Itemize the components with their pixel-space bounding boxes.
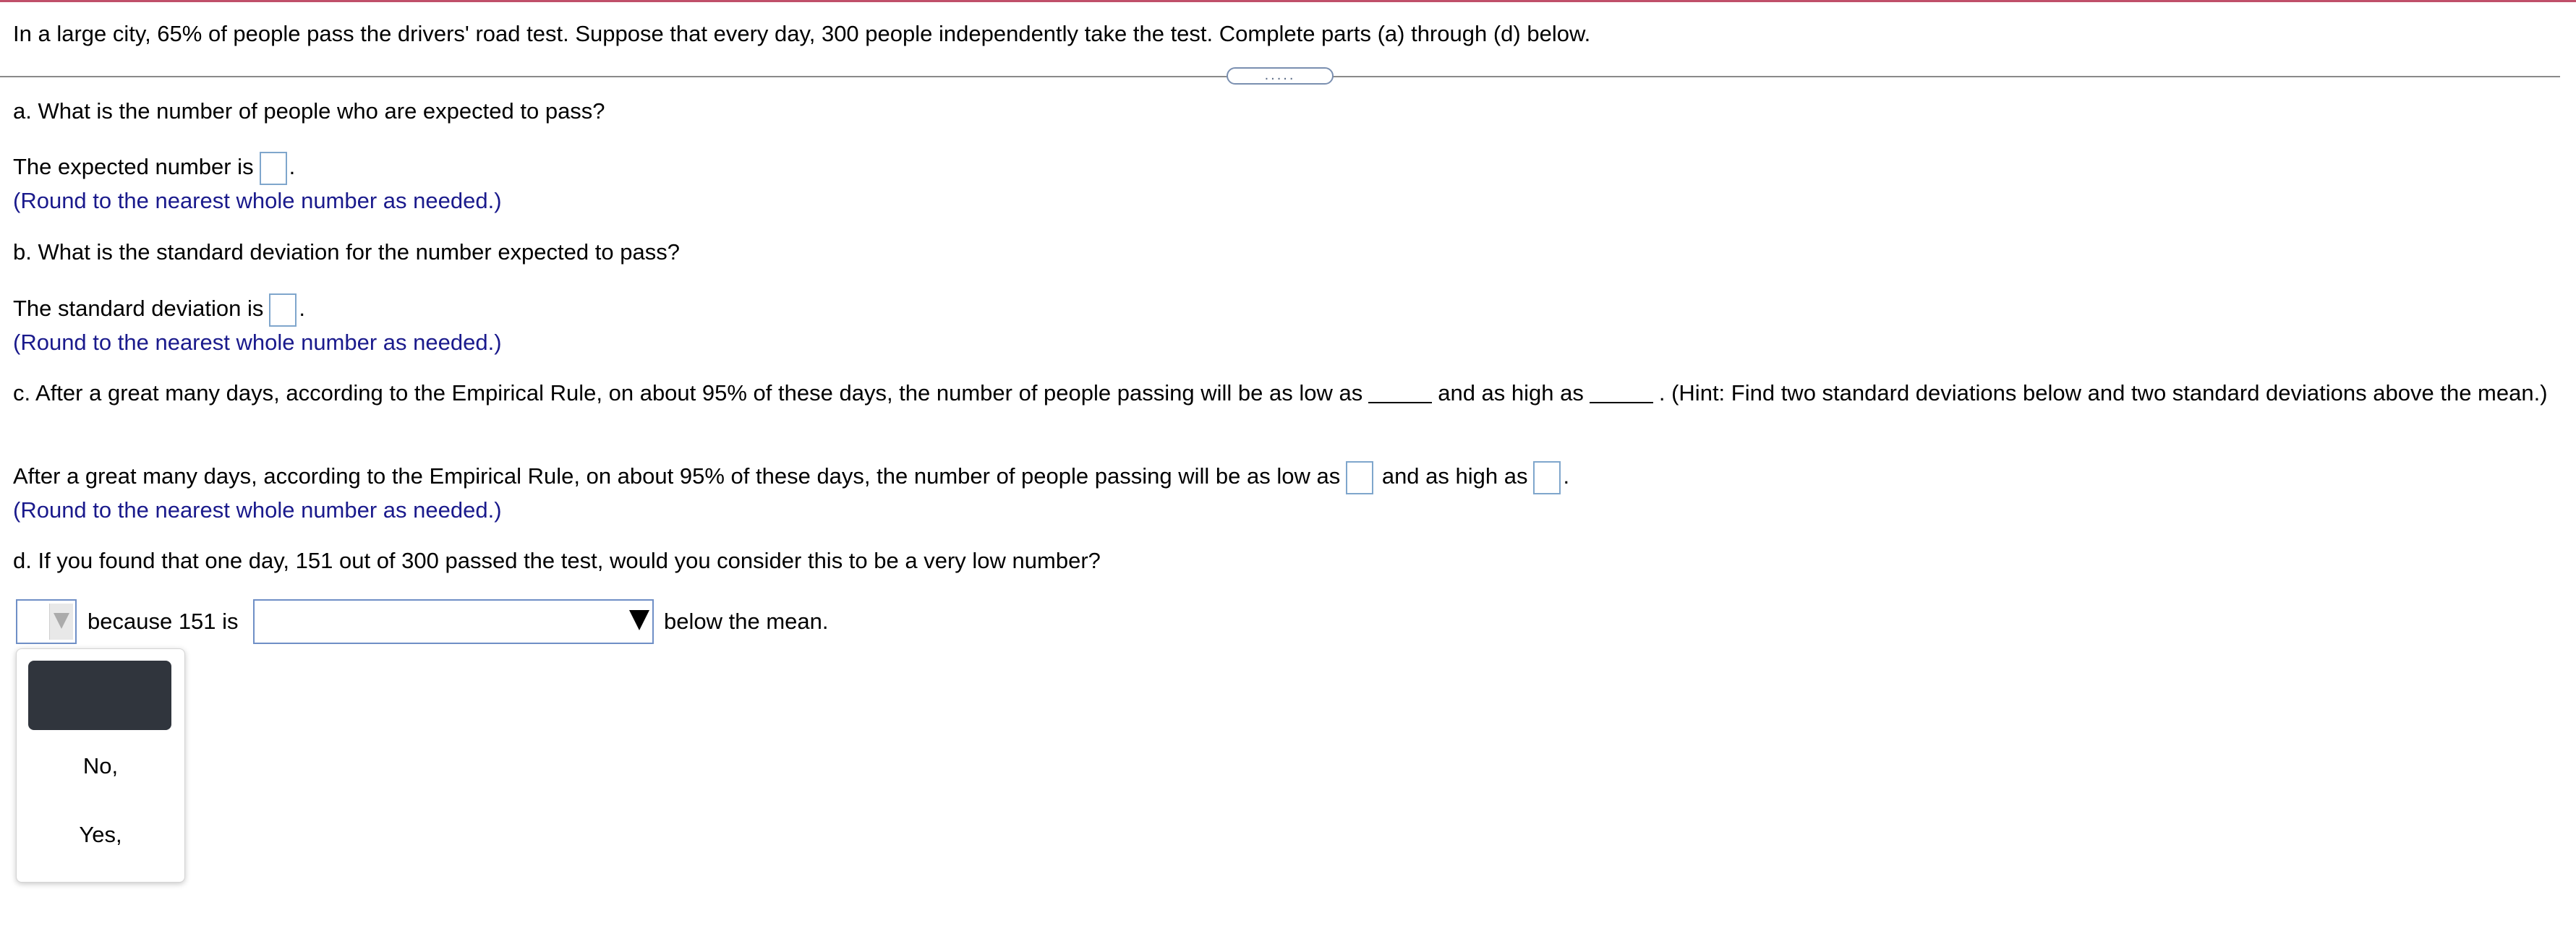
chevron-down-icon: [54, 613, 69, 629]
expected-number-input[interactable]: [260, 152, 287, 185]
part-c-question-start: c. After a great many days, according to the Empirical Rule, on about 95% of these days, the number of people passing will be as low as: [13, 380, 1363, 406]
dropdown-option-blank[interactable]: [28, 661, 171, 730]
part-c-answer-suffix: .: [1563, 463, 1570, 489]
part-a-answer-suffix: .: [289, 154, 296, 180]
standard-deviation-input[interactable]: [269, 293, 297, 327]
yes-no-dropdown-menu: [16, 648, 185, 883]
yes-no-select-arrow[interactable]: [49, 604, 73, 640]
low-value-input[interactable]: [1346, 461, 1373, 494]
part-a-round-hint: (Round to the nearest whole number as needed.): [13, 188, 502, 213]
part-c-question: [13, 379, 2559, 407]
part-c-question-end: . (Hint: Find two standard deviations below and two standard deviations above the mean.): [1658, 380, 2548, 406]
part-c-answer-start: After a great many days, according to the Empirical Rule, on about 95% of these days, the number of people passing will be as low as: [13, 463, 1341, 489]
expand-handle-button[interactable]: .....: [1227, 67, 1334, 85]
because-text: because 151 is: [88, 609, 239, 634]
dropdown-option-yes[interactable]: Yes,: [79, 822, 122, 847]
chevron-down-icon: [629, 610, 649, 630]
part-a-answer-line: [13, 152, 295, 185]
part-d-question: d. If you found that one day, 151 out of 300 passed the test, would you consider this to be a very low number?: [13, 548, 1101, 573]
part-c-answer-line: [13, 461, 1569, 494]
below-mean-text: below the mean.: [664, 609, 829, 634]
part-b-answer-line: [13, 293, 305, 327]
problem-intro: In a large city, 65% of people pass the drivers' road test. Suppose that every day, 300 people independently take the test. Complete parts (a) through (d) below.: [13, 21, 1591, 46]
part-b-answer-prefix: The standard deviation is: [13, 296, 264, 322]
part-b-answer-suffix: .: [299, 296, 305, 322]
part-c-question-middle: and as high as: [1438, 380, 1584, 406]
reason-select[interactable]: [253, 599, 654, 644]
part-c-answer-middle: and as high as: [1381, 463, 1528, 489]
dropdown-option-no[interactable]: No,: [82, 753, 119, 778]
part-b-round-hint: (Round to the nearest whole number as needed.): [13, 330, 502, 355]
yes-no-select[interactable]: [16, 599, 77, 644]
part-c-low-blank: [1368, 402, 1432, 403]
part-a-answer-prefix: The expected number is: [13, 154, 254, 180]
part-c-round-hint: (Round to the nearest whole number as needed.): [13, 497, 502, 523]
top-accent-rule: [0, 0, 2576, 2]
part-c-high-blank: [1590, 402, 1653, 403]
part-b-question: b. What is the standard deviation for the number expected to pass?: [13, 239, 680, 265]
part-a-question: a. What is the number of people who are expected to pass?: [13, 98, 605, 124]
high-value-input[interactable]: [1533, 461, 1561, 494]
